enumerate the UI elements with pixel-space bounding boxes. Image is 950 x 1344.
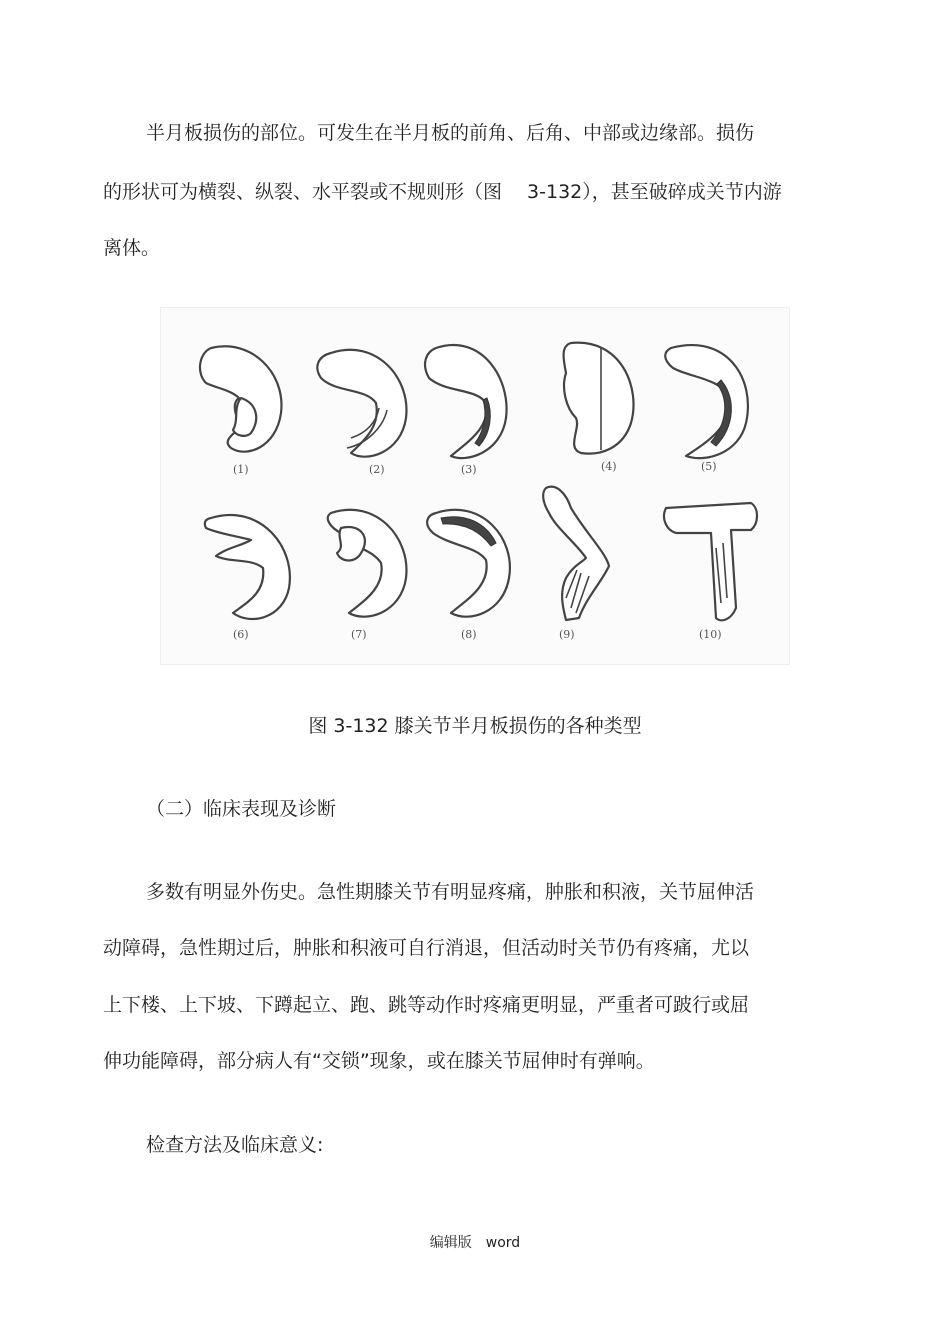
meniscus-drawing-6 [205, 515, 290, 619]
paragraph-2-line-2: 动障碍，急性期过后，肿胀和积液可自行消退，但活动时关节仍有疼痛，尤以 [103, 937, 750, 959]
section-heading: （二）临床表现及诊断 [146, 798, 337, 820]
paragraph-1-line-1: 半月板损伤的部位。可发生在半月板的前角、后角、中部或边缘部。损伤 [146, 122, 755, 144]
paragraph-1-line-2: 的形状可为横裂、纵裂、水平裂或不规则形（图 3-132），甚至破碎成关节内游 [103, 181, 782, 203]
meniscus-drawing-4 [564, 343, 634, 454]
meniscus-drawing-7 [328, 510, 407, 617]
figure-label-6: (6) [233, 628, 249, 641]
paragraph-2-line-4: 伸功能障碍，部分病人有“交锁”现象，或在膝关节屈伸时有弹响。 [103, 1050, 655, 1072]
paragraph-2-line-1: 多数有明显外伤史。急性期膝关节有明显疼痛，肿胀和积液，关节屈伸活 [146, 881, 755, 903]
paragraph-1-line-3: 离体。 [103, 237, 161, 259]
figure-label-5: (5) [701, 460, 717, 473]
paragraph-2-line-3: 上下楼、上下坡、下蹲起立、跑、跳等动作时疼痛更明显，严重者可跛行或屈 [103, 994, 750, 1016]
figure-label-9: (9) [559, 628, 575, 641]
figure-label-1: (1) [233, 463, 249, 476]
meniscus-drawing-5 [665, 345, 748, 458]
figure-label-8: (8) [461, 628, 477, 641]
figure-label-10: (10) [699, 628, 722, 641]
exam-heading: 检查方法及临床意义: [146, 1134, 324, 1156]
figure-label-3: (3) [461, 463, 477, 476]
meniscus-drawing-9 [543, 487, 609, 620]
meniscus-injury-figure [160, 307, 790, 665]
figure-caption: 图 3-132 膝关节半月板损伤的各种类型 [308, 715, 642, 737]
figure-label-7: (7) [351, 628, 367, 641]
meniscus-drawing-3 [425, 345, 507, 458]
meniscus-drawing-1 [200, 346, 281, 451]
meniscus-drawing-8 [427, 510, 510, 617]
figure-label-2: (2) [369, 463, 385, 476]
meniscus-drawing-2 [317, 350, 406, 457]
figure-label-4: (4) [601, 460, 617, 473]
meniscus-drawing-10 [664, 503, 757, 620]
page-footer: 编辑版 word [429, 1235, 521, 1251]
